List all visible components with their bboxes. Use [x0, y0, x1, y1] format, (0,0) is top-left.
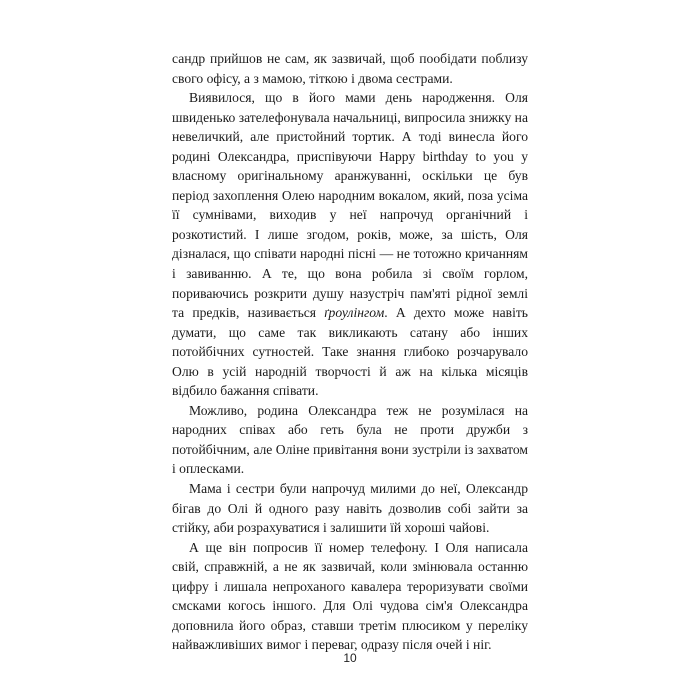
paragraph-2 [172, 88, 528, 401]
paragraph-2-part-1: Виявилося, що в його мами день народження. Оля швиденько зателефонувала начальниці, випросила знижку на невеличкий, але пристойний тортик. А тоді винесла його родині Олександра, приспівуючи Happy birthday to you у власному оригінальному аранжуванні, оскільки це був період захоплення Олею народним вокалом, який, поза усіма її сумнівами, виходив у неї напрочуд органічний і розкотистий. І лише згодом, років, може, за шість, Оля дізналася, що співати народні пісні — не тотожно кричанням і завиванню. А те, що вона робила зі своїм горлом, пориваючись розкрити душу назустріч пам'яті рідної землі та предків, називається [172, 90, 528, 321]
paragraph-2-emphasis: ґроулінгом [324, 305, 385, 321]
paragraph-4: Мама і сестри були напрочуд милими до неї, Олександр бігав до Олі й одного разу навіть дозволив собі зайти за стійку, аби розрахуватися і залишити їй хороші чайові. [172, 481, 528, 536]
paragraph-3: Можливо, родина Олександра теж не розумілася на народних співах або геть була не проти дружби з потойбічним, але Оліне привітання вони зустріли із захватом і оплесками. [172, 402, 528, 477]
paragraph-5: А ще він попросив її номер телефону. І Оля написала свій, справжній, а не як зазвичай, коли змінювала останню цифру і лишала непроханого кавалера тероризувати своїми смсками когось іншого. Для Олі чудова сім'я Олександра доповнила його образ, ставши третім плюсиком у переліку найважливіших вимог і переваг, одразу після очей і ніг. [172, 539, 528, 653]
paragraph-1: сандр прийшов не сам, як зазвичай, щоб пообідати поблизу свого офісу, а з мамою, тіткою і двома сестрами. [172, 51, 528, 86]
body-text [172, 49, 528, 655]
paragraph-2-part-2: . А дехто може навіть думати, що саме так викликають сатану або інших потойбічних сутностей. Таке знання глибоко розчарувало Олю в усій народній творчості й аж на кілька місяців відбило бажання співати. [172, 305, 528, 399]
page-number: 10 [343, 651, 357, 665]
